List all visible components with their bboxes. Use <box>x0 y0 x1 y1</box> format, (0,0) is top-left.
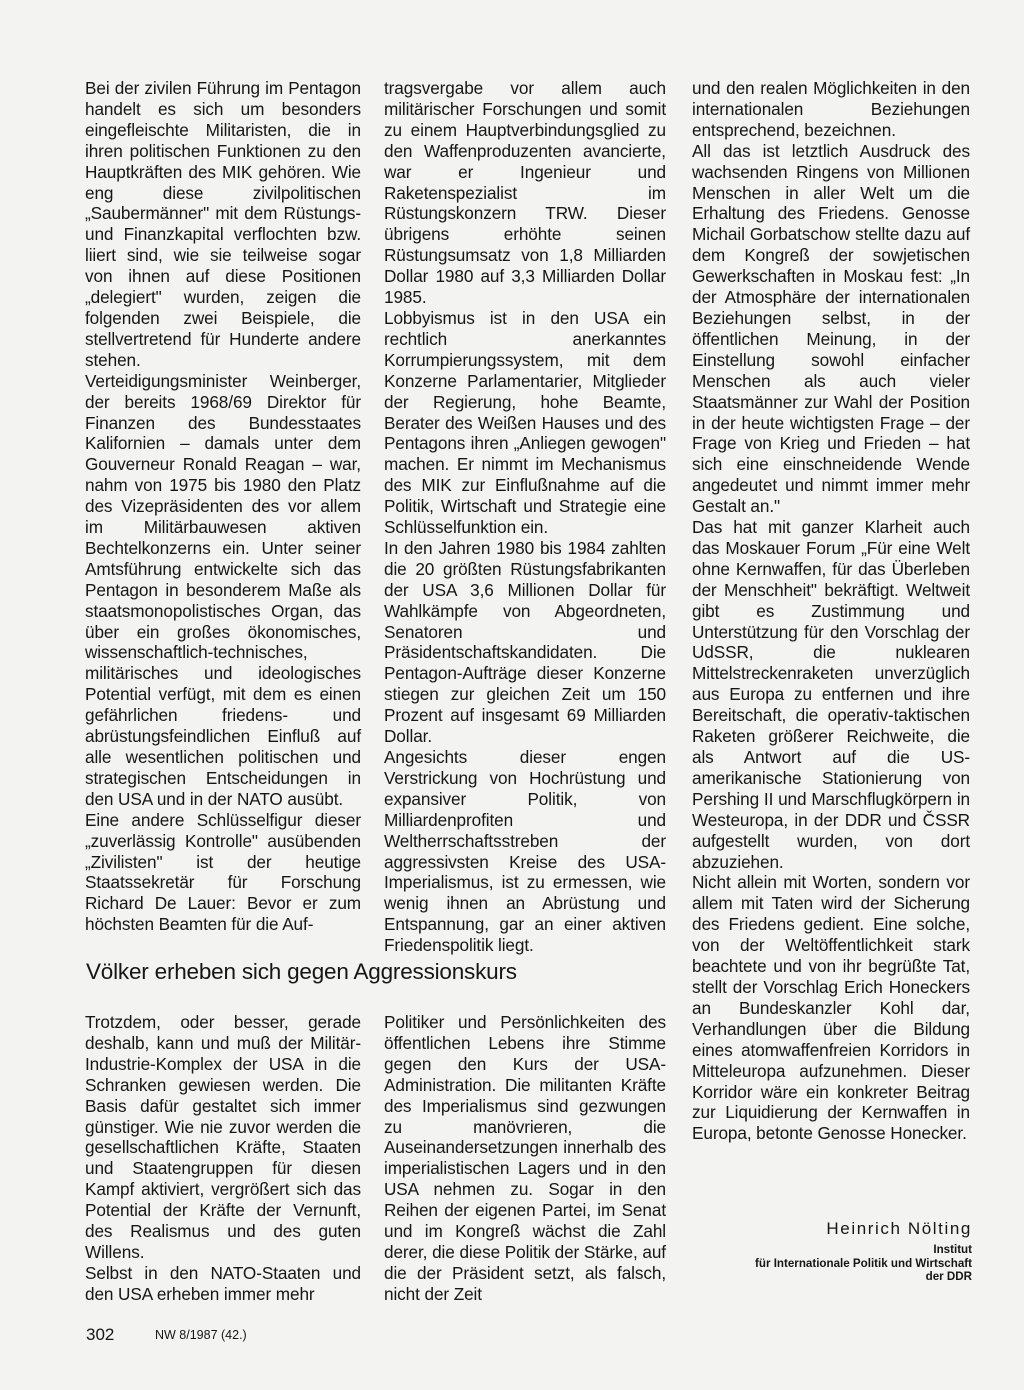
paragraph: Politiker und Persönlichkeiten des öffentlichen Lebens ihre Stimme gegen den Kurs der USA-Administration. Die militanten Kräfte des Imperialismus sind gezwungen zu manövrieren, die Auseinandersetzungen innerhalb des imperialistischen Lagers und in den USA nehmen zu. Sogar in den Reihen der eigenen Partei, im Senat und im Kongreß wächst die Zahl derer, die diese Politik der Stärke, auf die der Präsident setzt, als falsch, nicht der Zeit <box>384 1012 666 1304</box>
paragraph: Das hat mit ganzer Klarheit auch das Moskauer Forum „Für eine Welt ohne Kernwaffen, für das Überleben der Menschheit" bekräftigt. Weltweit gibt es Zustimmung und Unterstützung für den Vorschlag der UdSSR, die nuklearen Mittelstreckenraketen unverzüglich aus Europa zu entfernen und ihre Bereitschaft, die operativ-taktischen Raketen größerer Reichweite, die als Antwort auf die US-amerikanische Stationierung von Pershing II und Marschflugkörpern in Westeuropa, in der DDR und ČSSR aufgestellt wurden, von dort abzuziehen. <box>692 517 970 872</box>
page-number: 302 <box>86 1325 115 1344</box>
paragraph: tragsvergabe vor allem auch militärischer Forschungen und somit zu einem Hauptverbindungsglied zu den Waffenproduzenten avancierte, war er Ingenieur und Raketenspezialist im Rüstungskonzern TRW. Dieser übrigens erhöhte seinen Rüstungsumsatz von 1,8 Milliarden Dollar 1980 auf 3,3 Milliarden Dollar 1985. <box>384 78 666 308</box>
column-4 <box>85 1012 361 1305</box>
column-2 <box>384 78 666 956</box>
column-5 <box>384 1012 666 1305</box>
paragraph: Lobbyismus ist in den USA ein rechtlich anerkanntes Korrumpierungssystem, mit dem Konzerne Parlamentarier, Mitglieder der Regierung, hohe Beamte, Berater des Weißen Hauses und des Pentagons ihren „Anliegen gewogen" machen. Er nimmt im Mechanismus des MIK zur Einflußnahme auf die Politik, Wirtschaft und Strategie eine Schlüsselfunktion ein. <box>384 307 666 538</box>
paragraph: In den Jahren 1980 bis 1984 zahlten die 20 größten Rüstungsfabrikanten der USA 3,6 Millionen Dollar für Wahlkämpfe von Abgeordneten, Senatoren und Präsidentschaftskandidaten. Die Pentagon-Aufträge dieser Konzerne stiegen zur gleichen Zeit um 150 Prozent auf insgesamt 69 Milliarden Dollar. <box>384 537 666 747</box>
affiliation-line: Institut <box>933 1243 972 1256</box>
paragraph: Nicht allein mit Worten, sondern vor allem mit Taten wird der Sicherung des Friedens gedient. Eine solche, von der Weltöffentlichkeit stark beachtete und von ihr begrüßte Tat, stellt der Vorschlag Erich Honeckers an Bundeskanzler Kohl dar, Verhandlungen über die Bildung eines atomwaffenfreien Korridors in Mitteleuropa aufzunehmen. Dieser Korridor wäre ein konkreter Beitrag zur Liquidierung der Kernwaffen in Europa, betonte Genosse Honecker. <box>692 872 970 1144</box>
paragraph: Angesichts dieser engen Verstrickung von Hochrüstung und expansiver Politik, von Milliardenprofiten und Weltherrschaftsstreben der aggressivsten Kreise des USA-Imperialismus, ist zu ermessen, wie wenig ihnen an Abrüstung und Entspannung, gar an einer aktiven Friedenspolitik liegt. <box>384 747 666 956</box>
paragraph: All das ist letztlich Ausdruck des wachsenden Ringens von Millionen Menschen in aller Welt um die Erhaltung des Friedens. Genosse Michail Gorbatschow stellte dazu auf dem Kongreß der sowjetischen Gewerkschaften in Moskau fest: „In der Atmosphäre der internationalen Beziehungen selbst, in der öffentlichen Meinung, in der Einstellung sowohl einfacher Menschen als auch vieler Staatsmänner zur Wahl der Position in der heute wichtigsten Frage – der Frage von Krieg und Frieden – hat sich eine einschneidende Wende angedeutet und nimmt immer mehr Gestalt an." <box>692 140 970 517</box>
paragraph: und den realen Möglichkeiten in den internationalen Beziehungen entsprechend, bezeichnen. <box>692 78 970 140</box>
paragraph: Selbst in den NATO-Staaten und den USA erheben immer mehr <box>85 1262 361 1304</box>
paragraph: Bei der zivilen Führung im Pentagon handelt es sich um besonders eingefleischte Militaristen, die in ihren politischen Funktionen zu den Hauptkräften des MIK gehören. Wie eng diese zivilpolitischen „Saubermänner" mit dem Rüstungs- und Finanzkapital verflochten bzw. liiert sind, wie sie teilweise sogar von ihnen auf diese Positionen „delegiert" wurden, zeigen die folgenden zwei Beispiele, die stellvertretend für Hunderte andere stehen. <box>85 78 361 370</box>
author-name: Heinrich Nölting <box>826 1219 972 1238</box>
paragraph: Eine andere Schlüsselfigur dieser „zuverlässig Kontrolle" ausübenden „Zivilisten" ist der heutige Staatssekretär für Forschung Richard De Lauer: Bevor er zum höchsten Beamten für die Auf- <box>85 809 361 935</box>
column-3 <box>692 78 970 1144</box>
affiliation-line: der DDR <box>925 1270 972 1284</box>
issue-label: NW 8/1987 (42.) <box>155 1328 247 1342</box>
author-affiliation <box>700 1243 972 1284</box>
affiliation-line: für Internationale Politik und Wirtschaft <box>755 1256 972 1270</box>
paragraph: Verteidigungsminister Weinberger, der bereits 1968/69 Direktor für Finanzen des Bundesstaates Kalifornien – damals unter dem Gouverneur Ronald Reagan – war, nahm von 1975 bis 1980 den Platz des Vizepräsidenten des vor allem im Militärbauwesen aktiven Bechtelkonzerns ein. Unter seiner Amtsführung entwickelte sich das Pentagon in besonderem Maße als staatsmonopolistisches Organ, das über ein großes ökonomisches, wissenschaftlich-technisches, militärisches und ideologisches Potential verfügt, mit dem es einen gefährlichen friedens- und abrüstungsfeindlichen Einfluß auf alle wesentlichen politischen und strategischen Entscheidungen in den USA und in der NATO ausübt. <box>85 370 361 809</box>
column-1 <box>85 78 361 935</box>
paragraph: Trotzdem, oder besser, gerade deshalb, kann und muß der Militär-Industrie-Komplex der USA in die Schranken gewiesen werden. Die Basis dafür gestaltet sich immer günstiger. Wie nie zuvor werden die gesellschaftlichen Kräfte, Staaten und Staatengruppen für diesen Kampf aktiviert, vergrößert sich das Potential der Kräfte der Vernunft, des Realismus und des guten Willens. <box>85 1012 361 1262</box>
section-heading: Völker erheben sich gegen Aggressionskurs <box>86 959 517 984</box>
